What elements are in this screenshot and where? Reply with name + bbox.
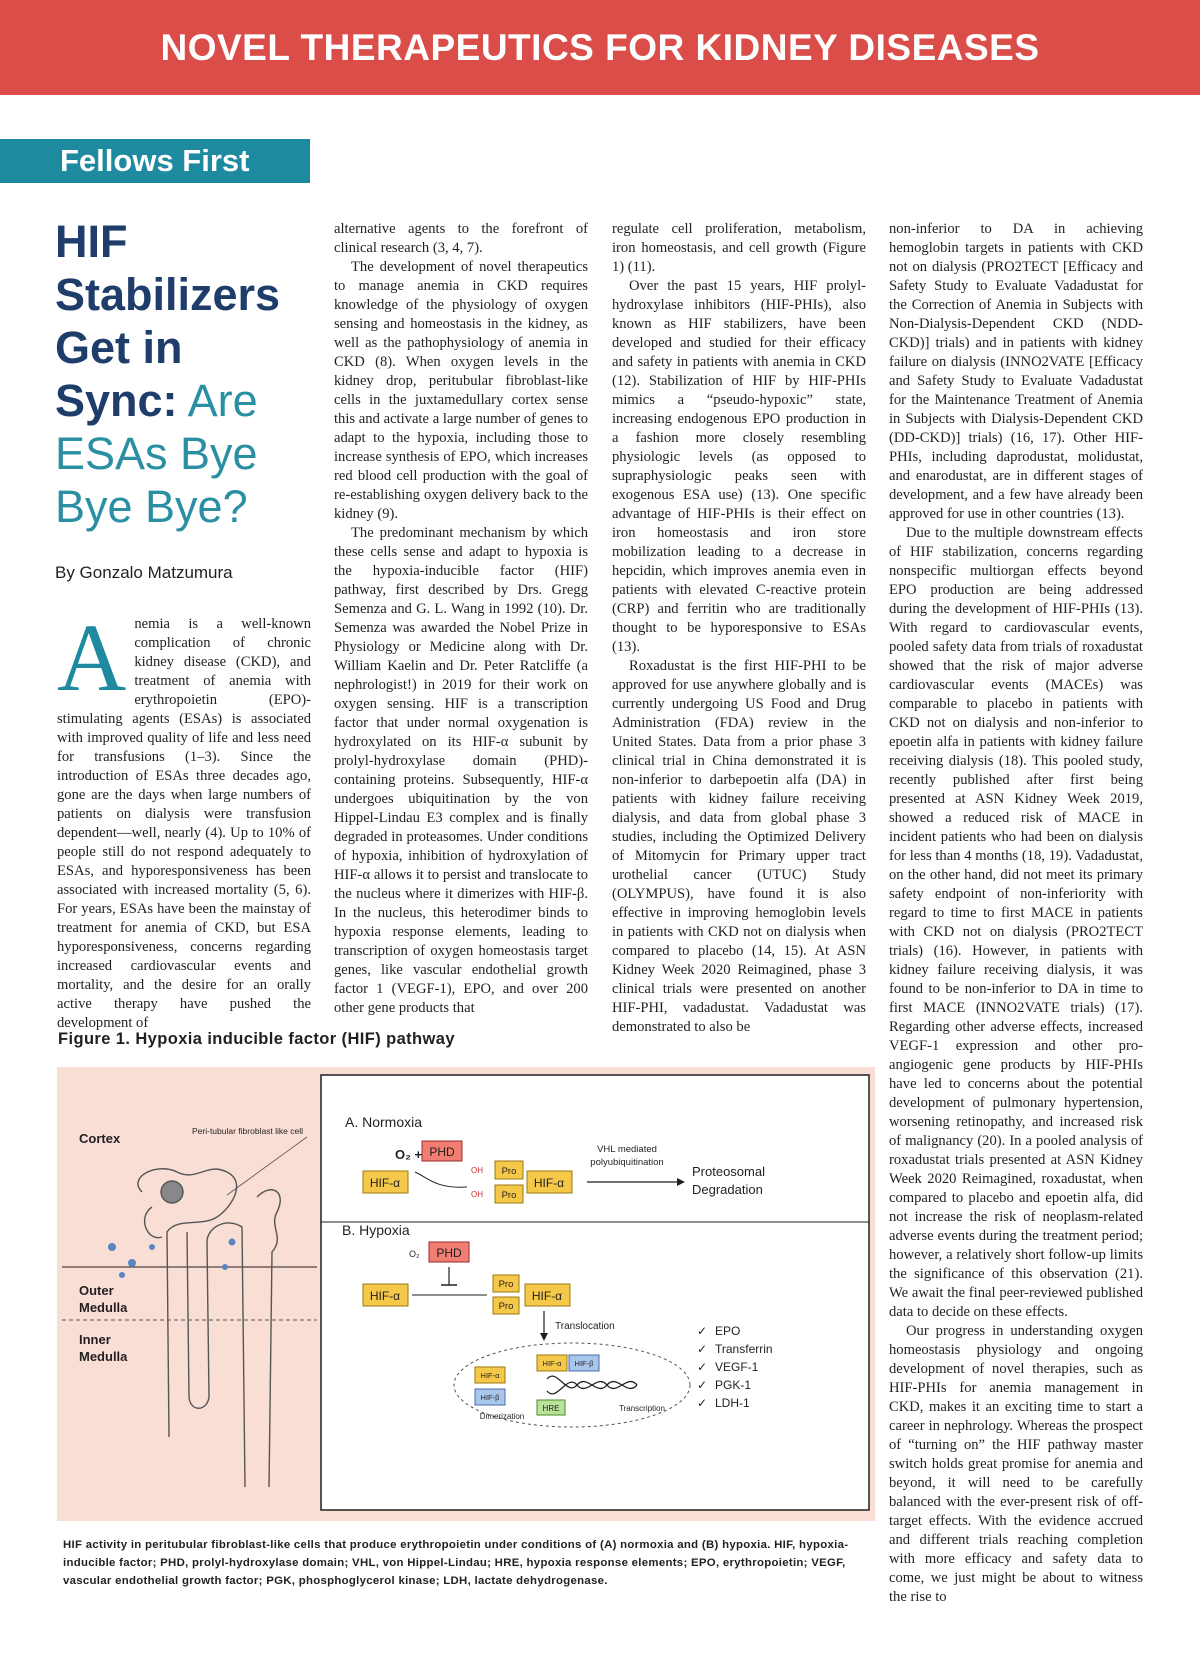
column-1: [57, 604, 311, 1033]
gene-check: ✓: [697, 1342, 708, 1356]
hypoxia-label: B. Hypoxia: [342, 1222, 410, 1238]
outer-medulla-label-2: Medulla: [79, 1300, 128, 1315]
nucleus-hif-a: HIF-α: [480, 1371, 500, 1380]
hre-label: HRE: [542, 1404, 560, 1413]
paragraph: regulate cell proliferation, metabolism, iron homeostasis, and cell growth (Figure 1) (11).: [612, 221, 866, 275]
title-light: Are ESAs Bye Bye Bye?: [55, 375, 258, 532]
normoxia-pro-1: Pro: [501, 1166, 517, 1177]
byline: By Gonzalo Matzumura: [55, 563, 233, 582]
dimer-hif-b: HIF-β: [574, 1359, 594, 1368]
paragraph: The development of novel therapeutics to manage anemia in CKD requires knowledge of the physiology of oxygen sensing and homeostasis in the kidney, as well as the pathophysiology of anemia in CKD (8). When oxygen levels in the kidney drop, peritubular fibroblast-like cells in the juxtamedullary cortex sense this and activate a large number of genes to adapt to the hypoxia, including those to increase synthesis of EPO, which increases red blood cell production with the goal of re-establishing oxygen delivery back to the kidney (9).: [334, 259, 588, 522]
gene-check: ✓: [697, 1396, 708, 1410]
fibroblast-cells: [108, 1239, 236, 1279]
nephron-drawing: [138, 1169, 280, 1487]
degradation-label-2: Degradation: [692, 1182, 763, 1197]
gene-item: PGK-1: [715, 1378, 752, 1392]
gene-item: VEGF-1: [715, 1360, 759, 1374]
vhl-label-1: VHL mediated: [597, 1144, 657, 1155]
figure-panel: [57, 1067, 875, 1521]
section-label: Fellows First: [60, 143, 250, 178]
gene-item: LDH-1: [715, 1396, 750, 1410]
oh-label-1: OH: [471, 1166, 483, 1175]
gene-check: ✓: [697, 1324, 708, 1338]
paragraph: Roxadustat is the first HIF-PHI to be approved for use anywhere globally and is currently undergoing US Food and Drug Administration (FDA) review in the United States. Data from a prior phase 3 clinical trial in China demonstrated it is non-inferior to darbepoetin alfa (DA) in patients with kidney failure receiving dialysis, and data from global phase 3 studies, including the Optimized Delivery of Mitomycin for Primary upper tract urothelial cancer (UTUC) Study (OLYMPUS), have found it is also effective in improving hemoglobin levels in patients with CKD not on dialysis when compared to placebo (14, 15). At ASN Kidney Week 2020 Reimagined, phase 3 clinical trials were presented on another HIF-PHI, vadadustat. Vadadustat was demonstrated to also be: [612, 658, 866, 1035]
hif-pathway-diagram: [57, 1067, 875, 1521]
degradation-label-1: Proteosomal: [692, 1164, 765, 1179]
inner-medulla-label-1: Inner: [79, 1332, 111, 1347]
column-3: [612, 220, 866, 1037]
gene-check: ✓: [697, 1378, 708, 1392]
inner-medulla-label-2: Medulla: [79, 1349, 128, 1364]
banner-title: NOVEL THERAPEUTICS FOR KIDNEY DISEASES: [160, 26, 1040, 68]
hypoxia-pro-1: Pro: [498, 1279, 514, 1290]
normoxia-hif-a-2: HIF-α: [533, 1176, 565, 1190]
figure-caption: HIF activity in peritubular fibroblast-like cells that produce erythropoietin under conditions of (A) normoxia and (B) hypoxia. HIF, hypoxia-inducible factor; PHD, prolyl-hydroxylase domain; VHL, von Hippel-Lindau; HRE, hypoxia response elements; EPO, erythropoietin; VEGF, vascular endothelial growth factor; PGK, phosphoglycerol kinase; LDH, lactate dehydrogenase.: [63, 1539, 849, 1587]
gene-check: ✓: [697, 1360, 708, 1374]
cortex-label: Cortex: [79, 1131, 121, 1146]
paragraph: alternative agents to the forefront of clinical research (3, 4, 7).: [334, 221, 588, 256]
gene-item: EPO: [715, 1324, 741, 1338]
normoxia-o2: O₂ +: [395, 1147, 423, 1162]
normoxia-hif-a: HIF-α: [369, 1176, 401, 1190]
article-title: [55, 215, 315, 533]
paragraph: nemia is a well-known complication of chronic kidney disease (CKD), and treatment of anemia with erythropoietin (EPO)-stimulating agents (ESAs) is associated with improved quality of life and less need for transfusions (1–3). Since the introduction of ESAs three decades ago, gone are the days when large numbers of patients on dialysis were transfusion dependent—well, nearly (4). Up to 10% of people still do not respond adequately to ESAs, and hyporesponsiveness has been associated with increased mortality (5, 6). For years, ESAs have been the mainstay of treatment for anemia of CKD, but ESA hyporesponsiveness, concerns regarding increased cardiovascular events and mortality, and the desire for an orally active therapy have pushed the development of: [57, 616, 311, 1031]
fibroblast-label: Peri-tubular fibroblast like cell: [192, 1126, 304, 1136]
paragraph: non-inferior to DA in achieving hemoglobin targets in patients with CKD not on dialysis (PRO2TECT [Efficacy and Safety Study to Evaluate Vadadustat for the Correction of Anemia in Subjects with Non-Dialysis-Dependent CKD (NDD-CKD)] trials) and in patients with kidney failure on dialysis (INNO2VATE [Efficacy and Safety Study to Evaluate Vadadustat for the Maintenance Treatment of Anemia in Subjects with Dialysis-Dependent CKD (DD-CKD)] trials) (16, 17). Other HIF-PHIs, including daprodustat, molidustat, and enarodustat, are in different stages of development, and a few have already been approved for use in other countries (13).: [889, 221, 1143, 522]
outer-medulla-label-1: Outer: [79, 1283, 114, 1298]
oh-label-2: OH: [471, 1190, 483, 1199]
transcription-label: Transcription: [619, 1404, 665, 1413]
normoxia-pro-2: Pro: [501, 1190, 517, 1201]
dimerization-label: Dimerization: [479, 1412, 525, 1421]
figure-title: Figure 1. Hypoxia inducible factor (HIF) pathway: [58, 1030, 455, 1048]
hypoxia-phd: PHD: [436, 1246, 462, 1260]
normoxia-label: A. Normoxia: [345, 1114, 423, 1130]
hypoxia-hif-a-2: HIF-α: [531, 1289, 563, 1303]
dimer-hif-a: HIF-α: [542, 1359, 562, 1368]
vhl-label-2: polyubiquitination: [590, 1157, 664, 1168]
paragraph: Due to the multiple downstream effects of HIF stabilization, concerns regarding nonspecific multiorgan effects beyond EPO production are being addressed during the development of HIF-PHIs (13). With regard to cardiovascular events, pooled safety data from trials of roxadustat showed that the risk of major adverse cardiovascular events (MACEs) was comparable to placebo in patients with CKD not on dialysis and non-inferior to epoetin alfa in patients with kidney failure receiving dialysis (18). This pooled study, recently published after first being presented at ASN Kidney Week 2019, showed a reduced risk of MACE in incident patients who had been on dialysis for less than 4 months (18, 19). Vadadustat, on the other hand, did not meet its primary safety endpoint of non-inferiority with regard to time to first MACE in patients with CKD not on dialysis (PRO2TECT trials) (16). However, in patients with kidney failure receiving dialysis, it was found to be non-inferior to DA in time to first MACE (INNO2VATE trials) (17). Regarding other adverse effects, increased VEGF-1 expression and other pro-angiogenic gene products by HIF-PHIs have led to concerns about the potential development of pulmonary hypertension, worsening retinopathy, and increased risk of malignancy (20). In a pooled analysis of roxadustat trials presented at ASN Kidney Week 2020 Reimagined, roxadustat, when compared to placebo and epoetin alfa, did not increase the risk of neoplasm-related adverse events during the treatment period; however, a relatively short follow-up limits the significance of this observation (21). We await the final peer-reviewed published data to decide on these effects.: [889, 525, 1143, 1320]
gene-item: Transferrin: [715, 1342, 773, 1356]
normoxia-phd: PHD: [429, 1145, 455, 1159]
hypoxia-o2: O₂: [409, 1249, 420, 1259]
column-4: [889, 220, 1143, 1607]
paragraph: Our progress in understanding oxygen homeostasis physiology and ongoing development of novel therapies, such as HIF-PHIs for anemia management in CKD, makes it an exciting time to start a career in nephrology. Whereas the prospect of “turning on” the HIF pathway master switch holds great promise for anemia and beyond, it will need to be carefully balanced with the ever-present risk of off-target effects. With the evidence accrued and different trials reaching completion with more efficacy and safety data to come, we just might be about to witness the rise to: [889, 1323, 1143, 1605]
hypoxia-hif-a: HIF-α: [369, 1289, 401, 1303]
paragraph: Over the past 15 years, HIF prolyl-hydroxylase inhibitors (HIF-PHIs), also known as HIF stabilizers, have been developed and studied for their efficacy and safety in patients with anemia in CKD (12). Stabilization of HIF by HIF-PHIs mimics a “pseudo-hypoxic” state, increasing endogenous EPO production in a fashion more closely resembling physiologic levels (as opposed to supraphysiologic peaks seen with exogenous ESA use) (13). One specific advantage of HIF-PHIs is their effect on iron homeostasis and iron store mobilization leading to a decrease in hepcidin, which improves anemia even in patients with elevated C-reactive protein (CRP) and ferritin who are traditionally thought to be hyporesponsive to ESAs (13).: [612, 278, 866, 655]
translocation-label: Translocation: [555, 1321, 615, 1332]
nucleus-hif-b: HIF-β: [480, 1393, 500, 1402]
paragraph: The predominant mechanism by which these cells sense and adapt to hypoxia is the hypoxia-inducible factor (HIF) pathway, first described by Drs. Gregg Semenza and G. L. Wang in 1992 (10). Dr. Semenza was awarded the Nobel Prize in Physiology or Medicine along with Dr. William Kaelin and Dr. Peter Ratcliffe (a nephrologist!) in 2019 for their work on oxygen sensing. HIF is a transcription factor that under normal oxygenation is hydroxylated on its HIF-α subunit by prolyl-hydroxylase domain (PHD)-containing proteins. Subsequently, HIF-α undergoes ubiquitination by the von Hippel-Lindau E3 complex and is finally degraded in proteasomes. Under conditions of hypoxia, inhibition of hydroxylation of HIF-α allows it to persist and translocate to the nucleus where it dimerizes with HIF-β. In the nucleus, this heterodimer binds to hypoxia response elements, leading to transcription of oxygen homeostasis target genes, like vascular endothelial growth factor 1 (VEGF-1), EPO, and over 200 other gene products that: [334, 525, 588, 1016]
section-tab: [0, 139, 310, 183]
banner: [0, 0, 1200, 95]
fibroblast-pointer: [227, 1137, 307, 1195]
title-dark: HIF Stabilizers Get in Sync:: [55, 216, 281, 426]
drop-cap: A: [57, 604, 127, 711]
hypoxia-pro-2: Pro: [498, 1301, 514, 1312]
column-2: [334, 220, 588, 1018]
